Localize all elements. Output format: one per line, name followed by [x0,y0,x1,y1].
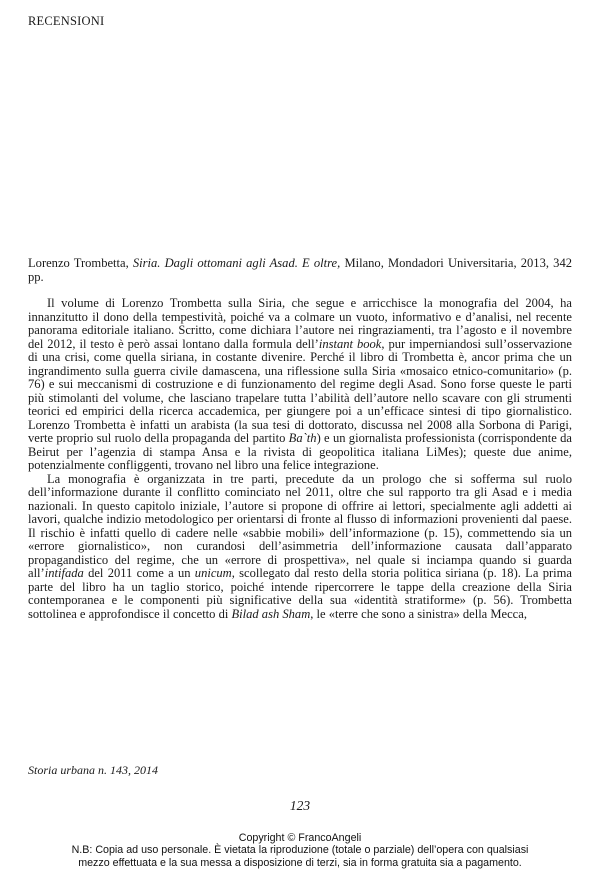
italic-term: intifada [44,566,84,580]
journal-reference: Storia urbana n. 143, 2014 [28,763,159,777]
running-head: RECENSIONI [28,14,105,28]
page-number: 123 [289,798,311,813]
body-paragraph-2 [28,473,572,622]
text-segment: , scollegato dal resto della storia politica siriana (p. 18). La prima parte del libro ha un taglio storico, poiché intende ripercorrere le tappe della creazione della Siria contemporanea e le componenti più significative della sua «identità stratiforme» (p. 56). Trombetta sottolinea e approfondisce il concetto di [28,566,572,621]
citation-title: Siria. Dagli ottomani agli Asad. E oltre, [132,256,341,270]
usage-notice-line-1: N.B: Copia ad uso personale. È vietata la riproduzione (totale o parziale) dell’opera con qualsiasi [71,844,529,857]
text-segment: La monografia è organizzata in tre parti, precedute da un prologo che si sofferma sul ruolo dell’informazione durante il conflitto cominciato nel 2011, oltre che sul rapporto tra gli Asad e i media nazionali. In questo capitolo iniziale, l’autore si propone di offrire ai lettori, specialmente agli addetti ai lavori, qualche indizio metodologico per orientarsi di fronte al flusso di informazioni provenienti dal paese. Il rischio è infatti quello di cadere nelle «sabbie mobili» dell’informazione (p. 15), commettendo sia un «errore giornalistico», non curandosi dell’asimmetria dell’informazione causata dall’apparato propagandistico del regime, che un «errore di prospettiva», nel quale si inciampa quando si guarda all’ [28,471,572,580]
text-segment: Il volume di Lorenzo Trombetta sulla Siria, che segue e arricchisce la monografia del 2004, ha innanzitutto il dono della tempestività, poiché va a colmare un vuoto, informativo e d’analisi, nel recente panorama editoriale italiano. Scritto, come dichiara l’autore nei ringraziamenti, tra l’agosto e il novembre del 2012, il testo è però assai lontano dalla formula dell’ [28,296,572,351]
text-segment: del 2011 come a un [83,566,195,580]
citation-author: Lorenzo Trombetta, [28,256,133,270]
usage-notice-line-2: mezzo effettuata e la sua messa a disposizione di terzi, sia in forma gratuita sia a pagamento. [78,856,522,869]
italic-term: instant book [318,336,382,351]
citation-publisher: Milano, Mondadori Universitaria, 2013, 342 pp. [28,256,572,284]
review-content [28,257,572,621]
text-segment: , le «terre che sono a sinistra» della Mecca, [310,606,527,621]
copyright-notice [0,832,600,869]
italic-term: Bilad ash Sham [231,606,311,621]
italic-term: Ba`th [288,431,317,445]
text-segment: , pur imperniandosi sull’osservazione di una crisi, come quella siriana, in costante divenire. Perché il libro di Trombetta è, ancor prima che un ingrandimento sulla guerra civile damascena, una riflessione sulla Siria «mosaico etnico-comunitario» (p. 76) e sui meccanismi di costruzione e di funzionamento del regime degli Asad. Sono forse queste le parti più stimolanti del volume, che lasciano trapelare tutta l’abilità dell’autore nello scavare con gli strumenti teorici ed empirici della ricerca accademica, per giungere poi a un’efficace sintesi di tipo giornalistico. Lorenzo Trombetta è infatti un arabista (la sua tesi di dottorato, discussa nel 2008 alla Sorbona di Parigi, verte proprio sul ruolo della propaganda del partito [28,336,572,445]
book-citation [28,257,572,284]
body-paragraph-1 [28,297,572,473]
copyright-line: Copyright © FrancoAngeli [238,832,362,844]
italic-term: unicum [194,566,232,580]
text-segment: ) e un giornalista professionista (corrispondente da Beirut per l’agenzia di stampa Ansa e la rivista di geopolitica italiana LiMes); queste due anime, potenzialmente confliggenti, trovano nel libro una felice integrazione. [28,431,572,472]
